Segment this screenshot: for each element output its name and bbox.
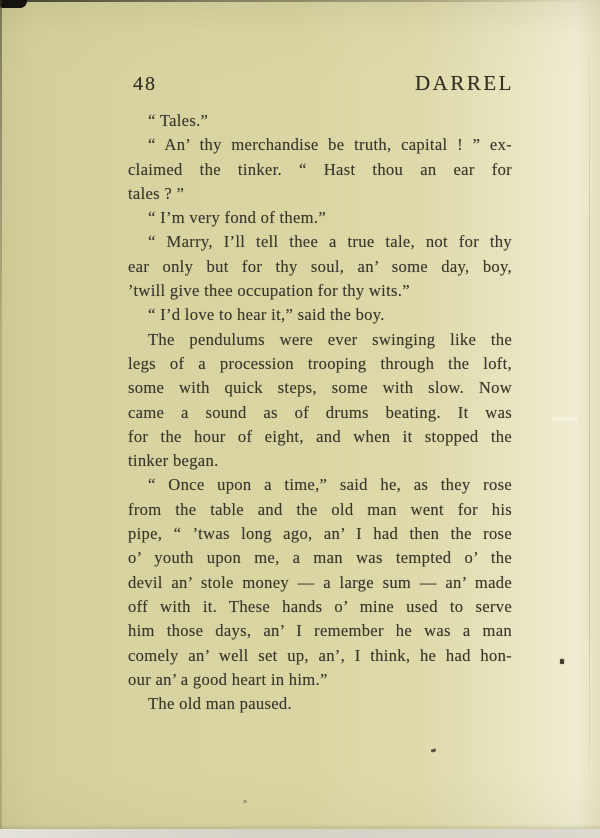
text-line: claimed the tinker. “ Hast thou an ear for [128,159,512,179]
text-line: “ Once upon a time,” said he, as they rose [148,475,512,495]
text-line: “ I’m very fond of them.” [148,208,326,228]
page-number: 48 [133,73,157,95]
text-line: devil an’ stole money — a large sum — an’ made [128,572,512,592]
page-right-edge-line [589,0,590,829]
scan-corner-mark [0,0,27,8]
text-line: The old man paused. [148,694,292,714]
ink-speck [431,748,437,752]
scan-bottom-edge [0,829,600,838]
text-line: pipe, “ ’twas long ago, an’ I had then the rose [128,524,512,544]
text-line: The pendulums were ever swinging like the [148,329,512,349]
text-line: from the table and the old man went for his [128,499,512,519]
text-line: our an’ a good heart in him.” [128,669,328,689]
scan-smudge [552,417,578,421]
text-line: “ I’d love to hear it,” said the boy. [148,305,385,325]
text-line: tinker began. [128,451,219,471]
text-line: ’twill give thee occupation for thy wits.” [128,281,410,301]
text-line: comely an’ well set up, an’, I think, he had hon- [128,645,512,665]
scan-top-edge [0,0,600,2]
text-line: for the hour of eight, and when it stopped the [128,426,512,446]
text-line: him those days, an’ I remember he was a man [128,621,512,641]
text-line: legs of a procession trooping through the loft, [128,353,512,373]
text-line: came a sound as of drums beating. It was [128,402,512,422]
running-title: DARREL [415,71,514,95]
text-line: o’ youth upon me, a man was tempted o’ the [128,548,512,568]
text-line: “ Marry, I’ll tell thee a true tale, not for thy [148,232,512,252]
ink-speck [560,659,564,664]
text-line: tales ? ” [128,183,185,203]
text-line: “ An’ thy merchandise be truth, capital ! ” ex- [148,135,512,155]
scan-left-edge [0,0,2,830]
text-line: ear only but for thy soul, an’ some day, boy, [128,256,512,276]
page-header [133,71,514,96]
text-line: some with quick steps, some with slow. Now [128,378,512,398]
ink-speck [243,800,247,803]
text-line: “ Tales.” [148,111,209,130]
text-line: off with it. These hands o’ mine used to serve [128,596,512,616]
page-body [128,109,512,716]
